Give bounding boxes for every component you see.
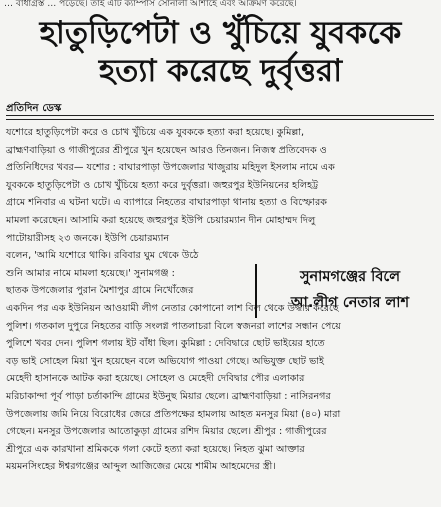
- body-line: মামলা করেছেন। আসামি করা হয়েছে জহুরপুর ইউপি চেয়ারম্যান দীন মোহাম্মদ দিলু: [6, 215, 316, 226]
- body-line: বড় ভাই সোহেল মিয়া খুন হয়েছেন বলে অভিযোগ পাওয়া গেছে। অভিযুক্ত ছোট ভাই: [6, 355, 324, 367]
- body-line: প্রতিনিধিদের খবর— যশোর : বাঘারপাড়া উপজেলার খাজুরায় মহিদুল ইসলাম নামে এক: [6, 162, 335, 174]
- inset-line-2: আ.লীগ নেতার লাশ: [290, 295, 410, 311]
- body-line: বলেন, 'আমি যশোরে থাকি। রবিবার ঘুম থেকে উঠে: [6, 250, 199, 262]
- body-line: পাটোয়ারীসহ ২৩ জনকে। ইউপি চেয়ারম্যান: [6, 232, 170, 244]
- body-line: গেছেন। মনসুর উপজেলার আতোকুড়া গ্রামের রশিদ মিয়ার ছেলে। শ্রীপুর : গাজীপুরের: [6, 426, 327, 438]
- headline-line-1: হাতুড়িপেটা ও খুঁচিয়ে যুবককে: [39, 15, 402, 51]
- body-line: যশোরে হাতুড়িপেটা করে ও চোখ খুঁচিয়ে এক যুবককে হত্যা করা হয়েছে। কুমিল্লা,: [6, 127, 305, 138]
- rule-bottom: [6, 119, 434, 120]
- body-line: ব্রাহ্মণবাড়িয়া ও গাজীপুরের শ্রীপুরে খুন হয়েছেন আরও তিনজন। নিজস্ব প্রতিবেদক ও: [6, 144, 327, 156]
- headline-line-2: হত্যা করেছে দুর্বৃত্তরা: [98, 53, 343, 89]
- body-line: ময়মনসিংহের ঈশ্বরগঞ্জের আব্দুল আজিজের মেয়ে শামীম আহমেদের স্ত্রী।: [6, 461, 276, 473]
- body-line: শ্রীপুরে এক কারখানা শ্রমিককে গলা কেটে হত্যা করা হয়েছে। নিহত ঝুমা আক্তার: [6, 443, 305, 455]
- body-line: ছাতক উপজেলার পুরান মৈশাপুর গ্রামে নিখোঁজের: [6, 285, 194, 297]
- body-line: মেহেদী হাসানকে আটক করা হয়েছে। সোহেল ও মেহেদী দেবিদ্বার পৌর এলাকার: [6, 373, 305, 385]
- body-line: একদিন পর এক ইউনিয়ন আওয়ামী লীগ নেতার কোপানো লাশ বিল থেকে উদ্ধার করেছে: [6, 303, 339, 314]
- headline: [0, 14, 441, 90]
- body-line: গ্রামে শনিবার এ ঘটনা ঘটে। এ ব্যাপারে নিহতের বাঘারপাড়া থানায় হত্যা ও বিস্ফোরক: [6, 197, 327, 209]
- body-line: পুলিশে খবর দেন। পুলিশ গলায় ইট বাঁধা ছিল। কুমিল্লা : দেবিদ্বারে ছোট ভাইয়ের হাতে: [6, 338, 325, 350]
- byline: প্রতিদিন ডেস্ক: [6, 103, 62, 114]
- rule-top: [6, 115, 434, 116]
- inset-line-1: সুনামগঞ্জের বিলে: [299, 269, 401, 285]
- body-line: পুলিশ। গতকাল দুপুরে নিহতের বাড়ি সংলগ্ন পাতলাচরা বিলে স্বজনরা লাশের সন্ধান পেয়ে: [6, 320, 341, 332]
- body-line: শুনি আমার নামে মামলা হয়েছে।' সুনামগঞ্জ :: [6, 267, 175, 279]
- body-line: মরিচাকান্দা পূর্ব পাড়া চর্তাকান্দি গ্রামের ইউনুছ মিয়ার ছেলে। ব্রাহ্মণবাড়িয়া : নাসিরনগর: [6, 391, 331, 402]
- body-line: যুবককে হাতুড়িপেটা ও চোখ খুঁচিয়ে হত্যা করে দুর্বৃত্তরা। জহুরপুর ইউনিয়নের হলিহট্ট: [6, 179, 319, 191]
- top-cut-text: … বাধাগ্রস্ত … পড়েছে। তাই এটি ক্যাম্পাস সোনালী আশাহে এবং আক্রমণ করেছে।: [4, 0, 297, 9]
- inset-subheadline: [255, 264, 435, 318]
- body-line: উপজেলায় জমি নিয়ে বিরোধের জেরে প্রতিপক্ষের হামলায় আহত মনসুর মিয়া (৪০) মারা: [6, 408, 341, 420]
